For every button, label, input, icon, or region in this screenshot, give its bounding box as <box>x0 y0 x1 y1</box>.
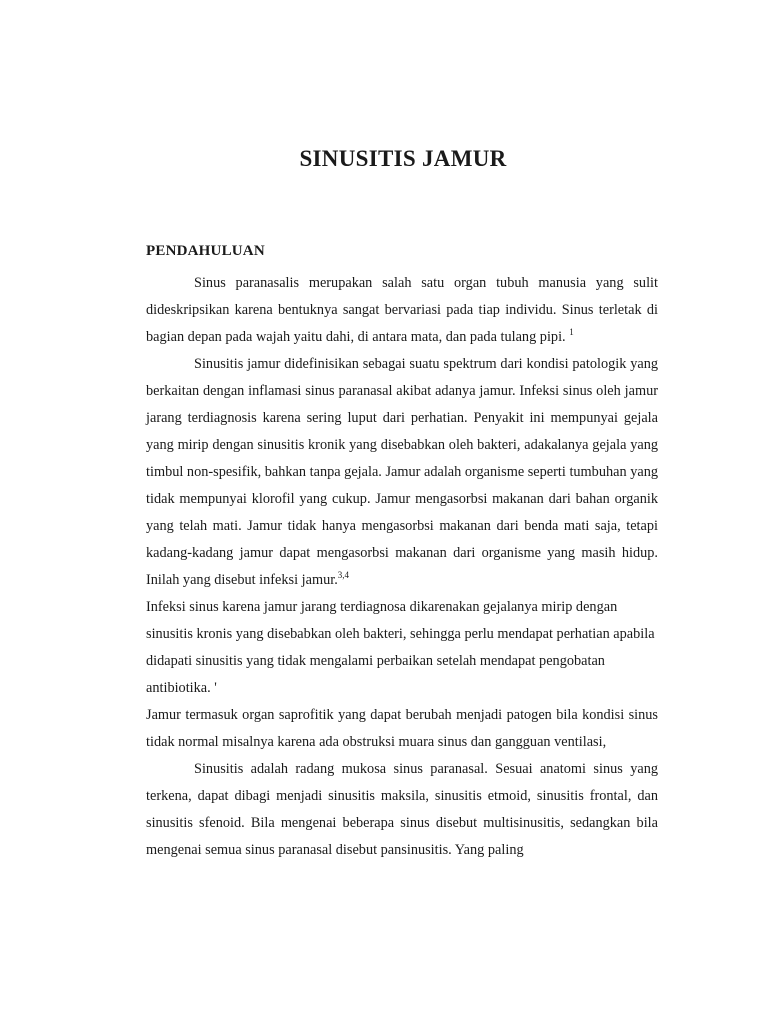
paragraph-1-text: Sinus paranasalis merupakan salah satu organ tubuh manusia yang sulit dideskripsikan karena bentuknya sangat bervariasi pada tiap individu. Sinus terletak di bagian depan pada wajah yaitu dahi, di antara mata, dan pada tulang pipi. <box>146 275 658 345</box>
paragraph-1 <box>146 270 658 351</box>
citation-superscript: 1 <box>569 327 574 337</box>
paragraph-2-text: Sinusitis jamur didefinisikan sebagai suatu spektrum dari kondisi patologik yang berkaitan dengan inflamasi sinus paranasal akibat adanya jamur. Infeksi sinus oleh jamur jarang terdiagnosis karena sering luput dari perhatian. Penyakit ini mempunyai gejala yang mirip dengan sinusitis kronik yang disebabkan oleh bakteri, adakalanya gejala yang timbul non-spesifik, bahkan tanpa gejala. Jamur adalah organisme seperti tumbuhan yang tidak mempunyai klorofil yang cukup. Jamur mengasorbsi makanan dari bahan organik yang telah mati. Jamur tidak hanya mengasorbsi makanan dari benda mati saja, tetapi kadang-kadang jamur dapat mengasorbsi makanan dari organisme yang masih hidup. Inilah yang disebut infeksi jamur. <box>146 356 658 588</box>
paragraph-5 <box>146 702 658 756</box>
paragraph-4 <box>146 648 658 702</box>
paragraph-6-text: Sinusitis adalah radang mukosa sinus paranasal. Sesuai anatomi sinus yang terkena, dapat dibagi menjadi sinusitis maksila, sinusitis etmoid, sinusitis frontal, dan sinusitis sfenoid. Bila mengenai beberapa sinus disebut multisinusitis, sedangkan bila mengenai semua sinus paranasal disebut pansinusitis. Yang paling <box>146 761 658 858</box>
paragraph-3-text: Infeksi sinus karena jamur jarang terdiagnosa dikarenakan gejalanya mirip dengan sinusitis kronis yang disebabkan oleh bakteri, sehingga perlu mendapat perhatian apabila <box>146 599 655 642</box>
paragraph-5-text: Jamur termasuk organ saprofitik yang dapat berubah menjadi patogen bila kondisi sinus tidak normal misalnya karena ada obstruksi muara sinus dan gangguan ventilasi, <box>146 707 658 750</box>
document-title: SINUSITIS JAMUR <box>299 146 507 171</box>
paragraph-2 <box>146 351 658 594</box>
document-body <box>146 270 658 864</box>
section-heading: PENDAHULUAN <box>146 243 265 259</box>
paragraph-6 <box>146 756 658 864</box>
paragraph-3 <box>146 594 658 648</box>
citation-superscript: 3,4 <box>337 570 350 580</box>
paragraph-4-text: didapati sinusitis yang tidak mengalami perbaikan setelah mendapat pengobatan antibiotika. ' <box>146 653 605 696</box>
